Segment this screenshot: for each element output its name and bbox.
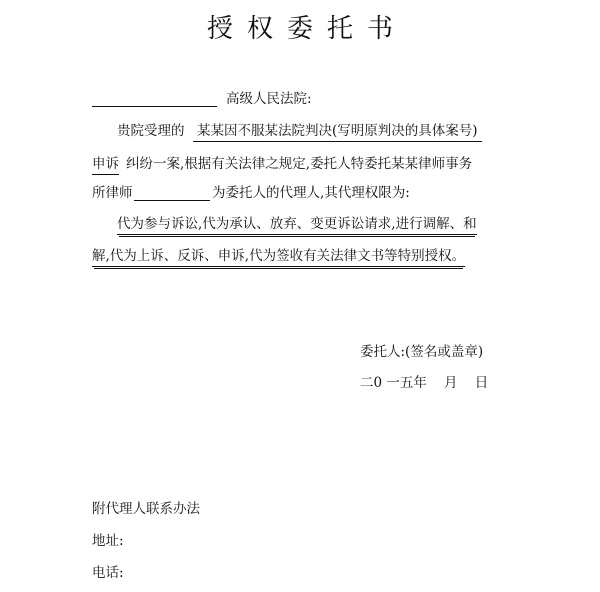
contact-heading: 附代理人联系办法 [92, 501, 200, 517]
lawyer-name-blank [134, 200, 210, 201]
para1-lead: 贵院受理的 [117, 123, 185, 139]
para1-line3-b: 为委托人的代理人,其代理权限为: [212, 185, 410, 201]
signature-date: 二0 一五年 月 日 [360, 375, 489, 391]
authority-line1: 代为参与诉讼,代为承认、放弃、变更诉讼请求,进行调解、和 [117, 215, 477, 235]
case-type: 申诉 [92, 155, 119, 175]
addressee-suffix: 高级人民法院: [226, 91, 312, 107]
court-name-blank [92, 106, 217, 107]
phone-label: 电话: [92, 565, 124, 581]
document-title: 授权委托书 [206, 14, 407, 44]
authority-line2: 解,代为上诉、反诉、申诉,代为签收有关法律文书等特别授权。 [92, 247, 465, 267]
para1-line3-a: 所律师 [92, 185, 133, 201]
principal-signature: 委托人:(签名或盖章) [360, 344, 484, 360]
case-description: 某某因不服某法院判决(写明原判决的具体案号) [193, 122, 482, 142]
address-label: 地址: [92, 533, 124, 549]
para1-line2: 纠纷一案,根据有关法律之规定,委托人特委托某某律师事务 [126, 156, 473, 172]
